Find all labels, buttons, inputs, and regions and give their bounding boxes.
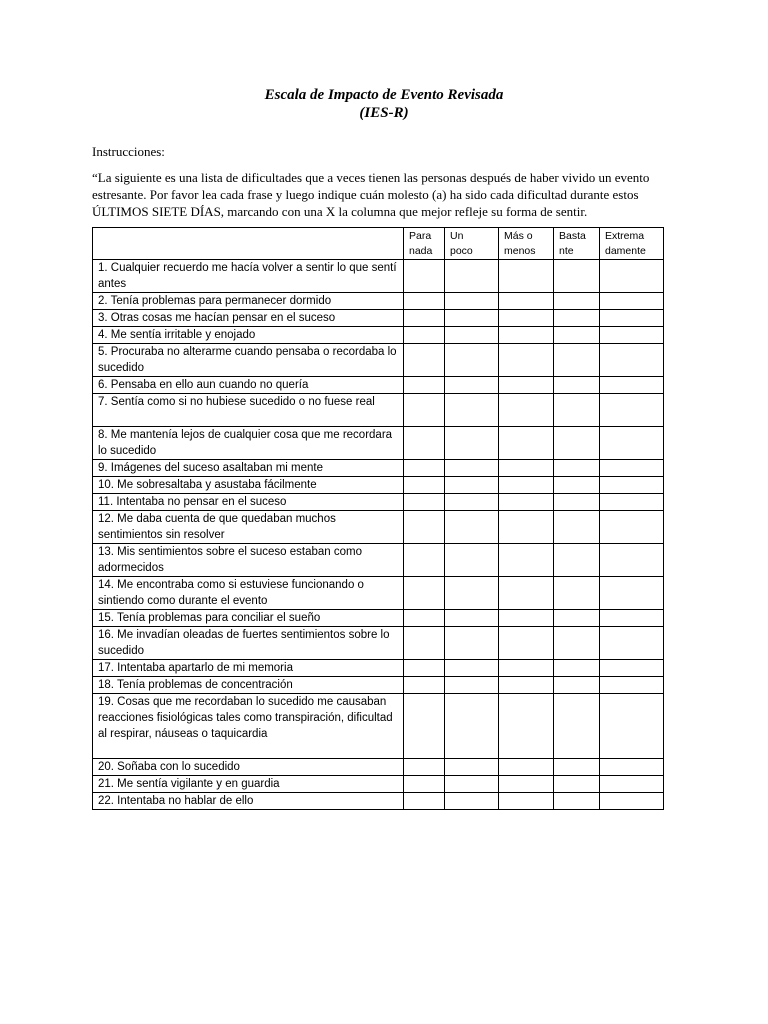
item-text: 21. Me sentía vigilante y en guardia: [93, 776, 404, 793]
rating-cell[interactable]: [600, 776, 664, 793]
rating-cell[interactable]: [404, 577, 445, 610]
rating-cell[interactable]: [404, 627, 445, 660]
rating-cell[interactable]: [404, 260, 445, 293]
rating-cell[interactable]: [554, 759, 600, 776]
rating-cell[interactable]: [554, 577, 600, 610]
rating-cell[interactable]: [554, 677, 600, 694]
rating-cell[interactable]: [554, 544, 600, 577]
table-row: [93, 494, 664, 511]
rating-cell[interactable]: [445, 494, 499, 511]
instructions-text: “La siguiente es una lista de dificultades que a veces tienen las personas después de haber vivido un evento estresante. Por favor lea cada frase y luego indique cuán molesto (a) ha sido cada dificultad durante estos ÚLTIMOS SIETE DÍAS, marcando con una X la columna que mejor refleje su forma de sentir.: [92, 170, 650, 219]
rating-cell[interactable]: [404, 677, 445, 694]
rating-cell[interactable]: [600, 394, 664, 427]
rating-cell[interactable]: [499, 494, 554, 511]
rating-cell[interactable]: [445, 394, 499, 427]
item-text: 15. Tenía problemas para conciliar el sueño: [93, 610, 404, 627]
item-text: 14. Me encontraba como si estuviese funcionando o sintiendo como durante el evento: [93, 577, 404, 610]
item-text: 11. Intentaba no pensar en el suceso: [93, 494, 404, 511]
rating-cell[interactable]: [499, 394, 554, 427]
rating-cell[interactable]: [404, 427, 445, 460]
rating-cell[interactable]: [600, 494, 664, 511]
item-text: 5. Procuraba no alterarme cuando pensaba o recordaba lo sucedido: [93, 344, 404, 377]
table-row: [93, 610, 664, 627]
rating-cell[interactable]: [445, 759, 499, 776]
rating-cell[interactable]: [554, 511, 600, 544]
rating-cell[interactable]: [499, 610, 554, 627]
rating-cell[interactable]: [445, 377, 499, 394]
rating-cell[interactable]: [445, 694, 499, 759]
rating-cell[interactable]: [404, 544, 445, 577]
item-text: 16. Me invadían oleadas de fuertes sentimientos sobre lo sucedido: [93, 627, 404, 660]
rating-cell[interactable]: [499, 377, 554, 394]
rating-cell[interactable]: [445, 793, 499, 810]
rating-cell[interactable]: [600, 427, 664, 460]
item-text: 8. Me mantenía lejos de cualquier cosa que me recordara lo sucedido: [93, 427, 404, 460]
rating-cell[interactable]: [499, 677, 554, 694]
rating-cell[interactable]: [404, 494, 445, 511]
item-text: 3. Otras cosas me hacían pensar en el suceso: [93, 310, 404, 327]
rating-cell[interactable]: [499, 327, 554, 344]
table-row: [93, 310, 664, 327]
rating-cell[interactable]: [554, 694, 600, 759]
rating-cell[interactable]: [445, 344, 499, 377]
rating-cell[interactable]: [445, 511, 499, 544]
header-col-mas-o-menos: Más o menos: [499, 228, 554, 260]
rating-cell[interactable]: [554, 494, 600, 511]
rating-cell[interactable]: [600, 610, 664, 627]
table-row: [93, 344, 664, 377]
table-row: [93, 660, 664, 677]
item-text: 4. Me sentía irritable y enojado: [93, 327, 404, 344]
rating-cell[interactable]: [445, 610, 499, 627]
rating-cell[interactable]: [445, 477, 499, 494]
rating-cell[interactable]: [404, 377, 445, 394]
table-row: [93, 377, 664, 394]
item-text: 9. Imágenes del suceso asaltaban mi mente: [93, 460, 404, 477]
table-row: [93, 759, 664, 776]
rating-cell[interactable]: [554, 427, 600, 460]
rating-cell[interactable]: [600, 627, 664, 660]
document-title: [0, 86, 768, 122]
rating-cell[interactable]: [554, 660, 600, 677]
item-text: 6. Pensaba en ello aun cuando no quería: [93, 377, 404, 394]
rating-cell[interactable]: [554, 344, 600, 377]
rating-cell[interactable]: [499, 694, 554, 759]
rating-cell[interactable]: [445, 460, 499, 477]
rating-cell[interactable]: [404, 694, 445, 759]
item-text: 10. Me sobresaltaba y asustaba fácilmente: [93, 477, 404, 494]
rating-cell[interactable]: [404, 344, 445, 377]
rating-cell[interactable]: [499, 460, 554, 477]
table-row: [93, 394, 664, 427]
rating-cell[interactable]: [404, 394, 445, 427]
rating-cell[interactable]: [600, 377, 664, 394]
rating-cell[interactable]: [554, 460, 600, 477]
rating-cell[interactable]: [499, 511, 554, 544]
item-text: 19. Cosas que me recordaban lo sucedido me causaban reacciones fisiológicas tales como transpiración, dificultad al respirar, náuseas o taquicardia: [93, 694, 404, 759]
table-row: [93, 293, 664, 310]
table-row: [93, 793, 664, 810]
rating-cell[interactable]: [499, 759, 554, 776]
rating-cell[interactable]: [554, 394, 600, 427]
rating-cell[interactable]: [554, 260, 600, 293]
table-row: [93, 427, 664, 460]
table-row: [93, 577, 664, 610]
rating-cell[interactable]: [554, 610, 600, 627]
rating-cell[interactable]: [404, 776, 445, 793]
rating-cell[interactable]: [499, 310, 554, 327]
rating-cell[interactable]: [600, 293, 664, 310]
rating-cell[interactable]: [445, 677, 499, 694]
rating-cell[interactable]: [600, 344, 664, 377]
rating-cell[interactable]: [445, 627, 499, 660]
table-row: [93, 694, 664, 759]
table-row: [93, 677, 664, 694]
table-row: [93, 327, 664, 344]
rating-cell[interactable]: [445, 260, 499, 293]
rating-cell[interactable]: [445, 427, 499, 460]
rating-cell[interactable]: [445, 660, 499, 677]
rating-cell[interactable]: [404, 310, 445, 327]
rating-cell[interactable]: [499, 577, 554, 610]
rating-cell[interactable]: [445, 310, 499, 327]
rating-cell[interactable]: [554, 627, 600, 660]
item-text: 18. Tenía problemas de concentración: [93, 677, 404, 694]
rating-cell[interactable]: [404, 610, 445, 627]
header-item-column: [93, 228, 404, 260]
ies-r-table: [92, 227, 664, 810]
rating-cell[interactable]: [445, 293, 499, 310]
item-text: 12. Me daba cuenta de que quedaban muchos sentimientos sin resolver: [93, 511, 404, 544]
rating-cell[interactable]: [499, 260, 554, 293]
rating-cell[interactable]: [554, 377, 600, 394]
rating-cell[interactable]: [600, 677, 664, 694]
rating-cell[interactable]: [445, 776, 499, 793]
rating-cell[interactable]: [554, 776, 600, 793]
rating-cell[interactable]: [404, 293, 445, 310]
table-row: [93, 460, 664, 477]
rating-cell[interactable]: [404, 460, 445, 477]
item-text: 13. Mis sentimientos sobre el suceso estaban como adormecidos: [93, 544, 404, 577]
rating-cell[interactable]: [499, 660, 554, 677]
rating-cell[interactable]: [499, 344, 554, 377]
rating-cell[interactable]: [445, 327, 499, 344]
rating-cell[interactable]: [554, 293, 600, 310]
rating-cell[interactable]: [554, 477, 600, 494]
item-text: 22. Intentaba no hablar de ello: [93, 793, 404, 810]
rating-cell[interactable]: [554, 327, 600, 344]
header-col-extremadamente: Extrema damente: [600, 228, 664, 260]
item-text: 20. Soñaba con lo sucedido: [93, 759, 404, 776]
title-line-1: Escala de Impacto de Evento Revisada: [264, 87, 504, 103]
item-text: 7. Sentía como si no hubiese sucedido o no fuese real: [93, 394, 404, 427]
table-row: [93, 544, 664, 577]
rating-cell[interactable]: [499, 293, 554, 310]
rating-cell[interactable]: [499, 427, 554, 460]
table-row: [93, 260, 664, 293]
header-col-bastante: Basta nte: [554, 228, 600, 260]
rating-cell[interactable]: [499, 544, 554, 577]
rating-cell[interactable]: [499, 793, 554, 810]
rating-cell[interactable]: [554, 310, 600, 327]
table-row: [93, 477, 664, 494]
rating-cell[interactable]: [600, 660, 664, 677]
table-row: [93, 627, 664, 660]
rating-cell[interactable]: [600, 577, 664, 610]
rating-cell[interactable]: [600, 260, 664, 293]
rating-cell[interactable]: [554, 793, 600, 810]
rating-cell[interactable]: [404, 660, 445, 677]
item-text: 17. Intentaba apartarlo de mi memoria: [93, 660, 404, 677]
rating-cell[interactable]: [445, 577, 499, 610]
table-row: [93, 776, 664, 793]
rating-cell[interactable]: [600, 694, 664, 759]
rating-cell[interactable]: [600, 511, 664, 544]
title-line-2: (IES-R): [359, 105, 409, 121]
rating-cell[interactable]: [600, 793, 664, 810]
rating-cell[interactable]: [600, 460, 664, 477]
rating-cell[interactable]: [600, 759, 664, 776]
rating-cell[interactable]: [445, 544, 499, 577]
instructions-label: Instrucciones:: [92, 144, 165, 159]
rating-cell[interactable]: [404, 759, 445, 776]
table-row: [93, 511, 664, 544]
header-col-para-nada: Para nada: [404, 228, 445, 260]
item-text: 1. Cualquier recuerdo me hacía volver a sentir lo que sentí antes: [93, 260, 404, 293]
rating-cell[interactable]: [600, 327, 664, 344]
rating-cell[interactable]: [404, 793, 445, 810]
rating-cell[interactable]: [404, 477, 445, 494]
rating-cell[interactable]: [600, 477, 664, 494]
rating-cell[interactable]: [404, 511, 445, 544]
rating-cell[interactable]: [499, 477, 554, 494]
rating-cell[interactable]: [600, 544, 664, 577]
rating-cell[interactable]: [499, 776, 554, 793]
rating-cell[interactable]: [404, 327, 445, 344]
rating-cell[interactable]: [499, 627, 554, 660]
header-row: [93, 228, 664, 260]
item-text: 2. Tenía problemas para permanecer dormido: [93, 293, 404, 310]
header-col-un-poco: Un poco: [445, 228, 499, 260]
rating-cell[interactable]: [600, 310, 664, 327]
